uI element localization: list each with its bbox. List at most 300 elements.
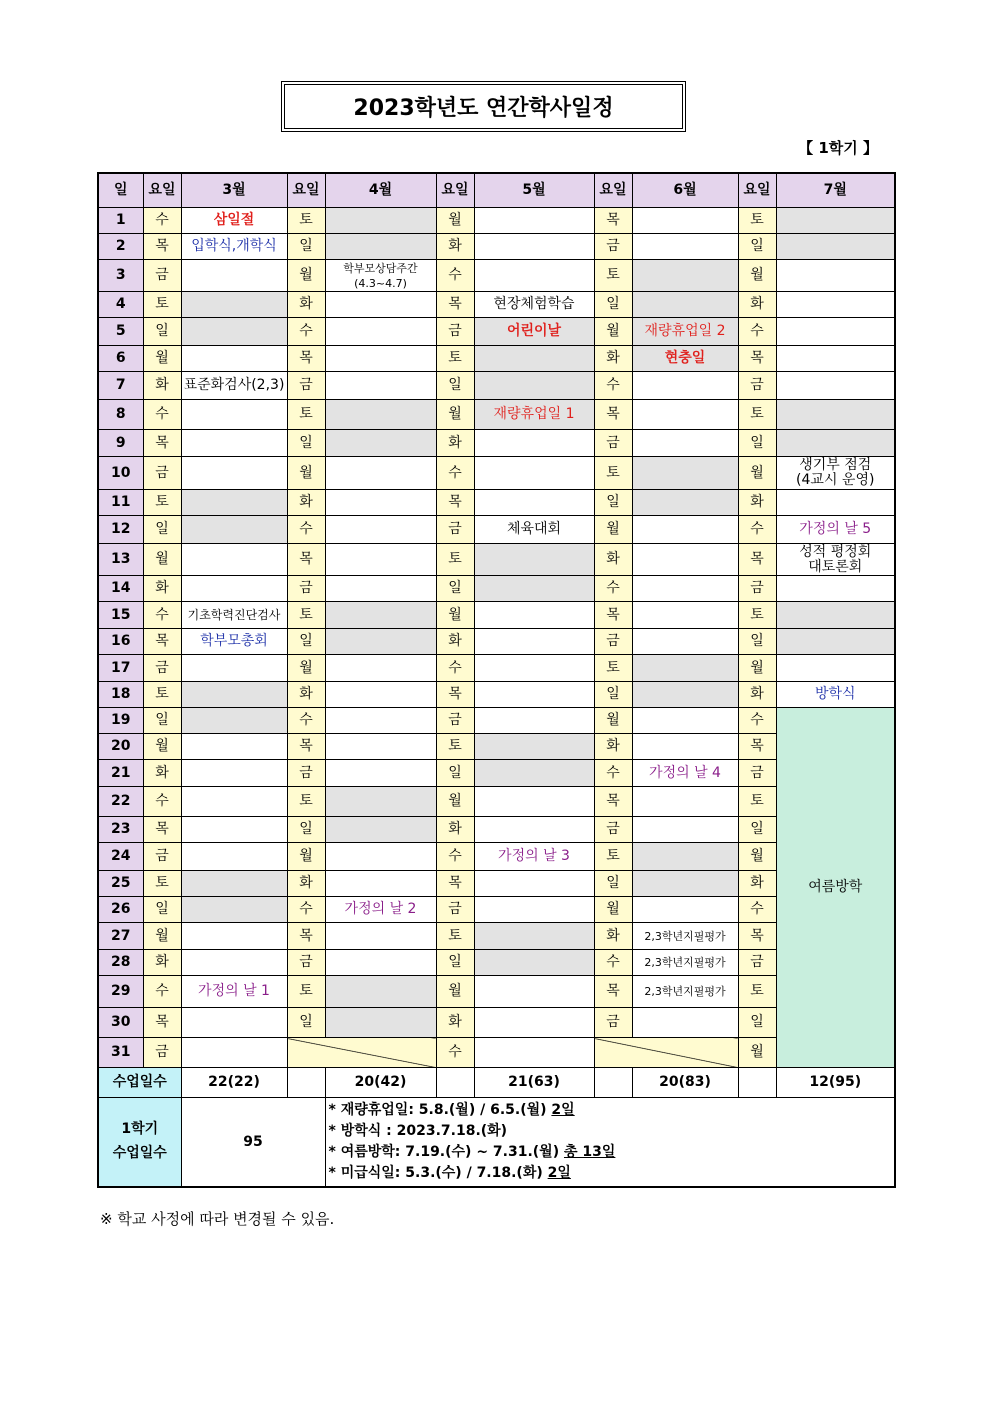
event-cell-4-14 — [325, 576, 436, 602]
calendar-row — [98, 708, 895, 734]
header-month-6: 6월 — [632, 173, 738, 208]
event-cell-5-4 — [474, 292, 594, 318]
event-cell-4-28 — [325, 950, 436, 976]
note-line: * 미급식일: 5.3.(수) / 7.18.(화) 2일 — [328, 1165, 571, 1181]
calendar-row — [98, 843, 895, 871]
event-cell-6-8 — [632, 400, 738, 430]
event-cell-3-18 — [181, 682, 287, 708]
weekday-cell: 수 — [436, 457, 474, 490]
weekday-cell: 금 — [287, 760, 325, 787]
event-text: 삼일절 — [213, 212, 255, 229]
event-cell-6-7 — [632, 372, 738, 400]
weekday-cell: 토 — [287, 602, 325, 629]
summary-value-3: 22(22) — [181, 1068, 287, 1098]
weekday-cell: 토 — [287, 787, 325, 817]
weekday-cell: 금 — [143, 655, 181, 682]
weekday-cell: 목 — [594, 976, 632, 1008]
summary-spacer — [287, 1068, 325, 1098]
event-cell-5-7 — [474, 372, 594, 400]
event-cell-6-24 — [632, 843, 738, 871]
event-cell-4-7 — [325, 372, 436, 400]
day-number: 5 — [98, 318, 143, 346]
day-number: 12 — [98, 516, 143, 544]
weekday-cell: 일 — [594, 871, 632, 897]
day-number: 10 — [98, 457, 143, 490]
event-cell-4-16 — [325, 629, 436, 655]
summary-value-4: 20(42) — [325, 1068, 436, 1098]
header-weekday: 요일 — [594, 173, 632, 208]
weekday-cell: 일 — [143, 897, 181, 923]
event-text: 체육대회 — [506, 521, 562, 538]
weekday-cell: 금 — [594, 430, 632, 457]
weekday-cell: 토 — [436, 544, 474, 576]
weekday-cell: 화 — [594, 346, 632, 372]
event-cell-3-21 — [181, 760, 287, 787]
day-number: 25 — [98, 871, 143, 897]
weekday-cell: 토 — [436, 923, 474, 950]
event-text: 가정의 날 5 — [799, 521, 872, 538]
event-text: 기초학력진단검사 — [187, 607, 281, 622]
event-cell-6-23 — [632, 817, 738, 843]
weekday-cell: 수 — [436, 655, 474, 682]
empty-date-cell — [594, 1038, 738, 1068]
weekday-cell: 화 — [594, 923, 632, 950]
weekday-cell: 수 — [738, 897, 776, 923]
calendar-row — [98, 457, 895, 490]
event-cell-6-21 — [632, 760, 738, 787]
event-cell-6-19 — [632, 708, 738, 734]
event-cell-4-10 — [325, 457, 436, 490]
event-cell-6-28 — [632, 950, 738, 976]
event-cell-6-3 — [632, 260, 738, 292]
header-weekday: 요일 — [436, 173, 474, 208]
header-weekday: 요일 — [738, 173, 776, 208]
event-cell-3-11 — [181, 490, 287, 516]
event-cell-3-4 — [181, 292, 287, 318]
event-cell-4-20 — [325, 734, 436, 760]
summary-row — [98, 1068, 895, 1098]
event-cell-5-10 — [474, 457, 594, 490]
event-text: 가정의 날 4 — [649, 764, 721, 781]
calendar-row — [98, 1008, 895, 1038]
event-cell-4-30 — [325, 1008, 436, 1038]
event-cell-3-9 — [181, 430, 287, 457]
calendar-row — [98, 950, 895, 976]
weekday-cell: 수 — [287, 897, 325, 923]
event-cell-4-23 — [325, 817, 436, 843]
event-cell-3-8 — [181, 400, 287, 430]
event-cell-3-19 — [181, 708, 287, 734]
semester-total-row — [98, 1098, 895, 1188]
weekday-cell: 화 — [143, 760, 181, 787]
semester-total-label-line1: 1학기 — [121, 1121, 159, 1138]
weekday-cell: 금 — [594, 817, 632, 843]
calendar-row — [98, 787, 895, 817]
note-emphasis: 총 13일 — [563, 1144, 616, 1160]
weekday-cell: 월 — [738, 655, 776, 682]
day-number: 17 — [98, 655, 143, 682]
weekday-cell: 토 — [143, 490, 181, 516]
weekday-cell: 토 — [738, 976, 776, 1008]
weekday-cell: 금 — [594, 234, 632, 260]
weekday-cell: 금 — [287, 950, 325, 976]
event-cell-6-16 — [632, 629, 738, 655]
weekday-cell: 목 — [738, 923, 776, 950]
weekday-cell: 일 — [287, 234, 325, 260]
weekday-cell: 일 — [287, 430, 325, 457]
weekday-cell: 토 — [738, 602, 776, 629]
weekday-cell: 금 — [436, 708, 474, 734]
weekday-cell: 금 — [594, 1008, 632, 1038]
event-cell-5-17 — [474, 655, 594, 682]
event-cell-4-11 — [325, 490, 436, 516]
event-cell-3-13 — [181, 544, 287, 576]
day-number: 30 — [98, 1008, 143, 1038]
day-number: 16 — [98, 629, 143, 655]
event-cell-7-5 — [776, 318, 895, 346]
event-cell-4-19 — [325, 708, 436, 734]
event-cell-5-20 — [474, 734, 594, 760]
weekday-cell: 월 — [738, 457, 776, 490]
note-emphasis: 2일 — [547, 1165, 571, 1181]
weekday-cell: 목 — [143, 234, 181, 260]
day-number: 24 — [98, 843, 143, 871]
weekday-cell: 수 — [594, 576, 632, 602]
event-cell-5-28 — [474, 950, 594, 976]
event-cell-3-29 — [181, 976, 287, 1008]
event-cell-6-29 — [632, 976, 738, 1008]
day-number: 21 — [98, 760, 143, 787]
calendar-row — [98, 817, 895, 843]
weekday-cell: 화 — [436, 629, 474, 655]
weekday-cell: 목 — [436, 871, 474, 897]
event-cell-4-27 — [325, 923, 436, 950]
event-cell-4-1 — [325, 208, 436, 234]
event-cell-5-21 — [474, 760, 594, 787]
event-cell-7-9 — [776, 430, 895, 457]
calendar-row — [98, 923, 895, 950]
weekday-cell: 월 — [436, 602, 474, 629]
semester-total-label — [98, 1098, 181, 1188]
weekday-cell: 수 — [594, 950, 632, 976]
event-cell-5-12 — [474, 516, 594, 544]
weekday-cell: 월 — [287, 260, 325, 292]
event-cell-5-18 — [474, 682, 594, 708]
note-line: * 재량휴업일: 5.8.(월) / 6.5.(월) 2일 — [328, 1102, 575, 1118]
event-cell-5-3 — [474, 260, 594, 292]
day-number: 6 — [98, 346, 143, 372]
event-cell-4-13 — [325, 544, 436, 576]
weekday-cell: 일 — [594, 490, 632, 516]
calendar-row — [98, 292, 895, 318]
event-cell-3-20 — [181, 734, 287, 760]
calendar-row — [98, 734, 895, 760]
weekday-cell: 화 — [594, 544, 632, 576]
event-cell-3-15 — [181, 602, 287, 629]
weekday-cell: 화 — [436, 1008, 474, 1038]
event-text: 입학식,개학식 — [191, 238, 277, 255]
weekday-cell: 목 — [738, 734, 776, 760]
event-cell-4-17 — [325, 655, 436, 682]
weekday-cell: 토 — [738, 400, 776, 430]
day-number: 8 — [98, 400, 143, 430]
weekday-cell: 토 — [287, 976, 325, 1008]
weekday-cell: 토 — [738, 208, 776, 234]
event-cell-4-22 — [325, 787, 436, 817]
weekday-cell: 목 — [287, 734, 325, 760]
summary-spacer — [594, 1068, 632, 1098]
weekday-cell: 목 — [594, 400, 632, 430]
weekday-cell: 월 — [143, 346, 181, 372]
weekday-cell: 토 — [436, 734, 474, 760]
event-cell-4-4 — [325, 292, 436, 318]
weekday-cell: 수 — [143, 400, 181, 430]
event-cell-4-12 — [325, 516, 436, 544]
event-text: 현장체험학습 — [493, 296, 575, 313]
calendar-table — [97, 172, 896, 1188]
event-cell-7-11 — [776, 490, 895, 516]
event-cell-6-12 — [632, 516, 738, 544]
weekday-cell: 일 — [287, 629, 325, 655]
event-text: 현충일 — [664, 350, 706, 367]
weekday-cell: 화 — [287, 682, 325, 708]
event-text: 학부모상담주간 (4.3~4.7) — [343, 261, 418, 290]
event-text: 재량휴업일 1 — [493, 406, 575, 423]
event-text: 가정의 날 3 — [498, 848, 570, 865]
empty-date-cell — [287, 1038, 436, 1068]
weekday-cell: 금 — [738, 576, 776, 602]
event-cell-6-6 — [632, 346, 738, 372]
event-cell-6-14 — [632, 576, 738, 602]
summary-spacer — [436, 1068, 474, 1098]
weekday-cell: 화 — [143, 950, 181, 976]
weekday-cell: 목 — [143, 817, 181, 843]
header-month-5: 5월 — [474, 173, 594, 208]
calendar-row — [98, 655, 895, 682]
event-cell-6-5 — [632, 318, 738, 346]
event-cell-6-9 — [632, 430, 738, 457]
calendar-row — [98, 208, 895, 234]
event-cell-4-8 — [325, 400, 436, 430]
day-number: 18 — [98, 682, 143, 708]
event-cell-4-18 — [325, 682, 436, 708]
event-cell-3-10 — [181, 457, 287, 490]
header-month-4: 4월 — [325, 173, 436, 208]
event-cell-4-21 — [325, 760, 436, 787]
day-number: 3 — [98, 260, 143, 292]
event-cell-6-30 — [632, 1008, 738, 1038]
event-cell-5-14 — [474, 576, 594, 602]
event-cell-6-26 — [632, 897, 738, 923]
note-line: * 방학식 : 2023.7.18.(화) — [328, 1123, 508, 1139]
event-cell-4-15 — [325, 602, 436, 629]
calendar-row — [98, 629, 895, 655]
event-cell-5-30 — [474, 1008, 594, 1038]
event-cell-6-25 — [632, 871, 738, 897]
semester-total-value: 95 — [181, 1098, 325, 1188]
weekday-cell: 금 — [287, 372, 325, 400]
weekday-cell: 목 — [143, 1008, 181, 1038]
weekday-cell: 화 — [143, 372, 181, 400]
event-cell-5-1 — [474, 208, 594, 234]
weekday-cell: 금 — [287, 576, 325, 602]
weekday-cell: 수 — [287, 318, 325, 346]
weekday-cell: 화 — [436, 817, 474, 843]
header-weekday: 요일 — [143, 173, 181, 208]
note-emphasis: 2일 — [551, 1102, 575, 1118]
event-cell-5-25 — [474, 871, 594, 897]
weekday-cell: 월 — [436, 787, 474, 817]
day-number: 22 — [98, 787, 143, 817]
event-cell-3-12 — [181, 516, 287, 544]
calendar-row — [98, 318, 895, 346]
event-cell-7-2 — [776, 234, 895, 260]
calendar-row — [98, 490, 895, 516]
event-cell-5-22 — [474, 787, 594, 817]
event-text: 성적 평정회 대토론회 — [799, 543, 872, 575]
weekday-cell: 금 — [738, 760, 776, 787]
event-cell-3-17 — [181, 655, 287, 682]
weekday-cell: 목 — [287, 544, 325, 576]
day-number: 2 — [98, 234, 143, 260]
event-cell-3-22 — [181, 787, 287, 817]
event-cell-7-4 — [776, 292, 895, 318]
weekday-cell: 수 — [738, 516, 776, 544]
event-cell-7-18 — [776, 682, 895, 708]
event-text: 재량휴업일 2 — [644, 323, 726, 340]
day-number: 27 — [98, 923, 143, 950]
calendar-row — [98, 544, 895, 576]
event-text: 2,3학년지필평가 — [644, 985, 726, 999]
day-number: 9 — [98, 430, 143, 457]
weekday-cell: 화 — [436, 234, 474, 260]
weekday-cell: 금 — [738, 372, 776, 400]
weekday-cell: 일 — [436, 760, 474, 787]
weekday-cell: 월 — [594, 516, 632, 544]
day-number: 15 — [98, 602, 143, 629]
event-cell-3-26 — [181, 897, 287, 923]
day-number: 20 — [98, 734, 143, 760]
event-cell-3-16 — [181, 629, 287, 655]
day-number: 19 — [98, 708, 143, 734]
summary-value-7: 12(95) — [776, 1068, 895, 1098]
weekday-cell: 금 — [738, 950, 776, 976]
day-number: 14 — [98, 576, 143, 602]
notes-cell — [325, 1098, 895, 1188]
weekday-cell: 월 — [143, 923, 181, 950]
weekday-cell: 수 — [738, 708, 776, 734]
weekday-cell: 수 — [594, 760, 632, 787]
weekday-cell: 일 — [436, 576, 474, 602]
calendar-body — [98, 208, 895, 1068]
calendar-row — [98, 400, 895, 430]
calendar-row — [98, 346, 895, 372]
event-cell-3-1 — [181, 208, 287, 234]
weekday-cell: 토 — [287, 400, 325, 430]
calendar-row — [98, 602, 895, 629]
header-day: 일 — [98, 173, 143, 208]
weekday-cell: 일 — [738, 817, 776, 843]
weekday-cell: 월 — [436, 976, 474, 1008]
weekday-cell: 일 — [287, 817, 325, 843]
event-cell-6-11 — [632, 490, 738, 516]
weekday-cell: 수 — [143, 787, 181, 817]
event-cell-6-15 — [632, 602, 738, 629]
weekday-cell: 화 — [738, 292, 776, 318]
weekday-cell: 월 — [436, 400, 474, 430]
event-cell-4-3 — [325, 260, 436, 292]
event-cell-3-23 — [181, 817, 287, 843]
event-text: 학부모총회 — [200, 633, 268, 650]
weekday-cell: 월 — [738, 260, 776, 292]
day-number: 28 — [98, 950, 143, 976]
weekday-cell: 월 — [143, 734, 181, 760]
day-number: 26 — [98, 897, 143, 923]
weekday-cell: 일 — [143, 708, 181, 734]
event-cell-3-14 — [181, 576, 287, 602]
event-cell-5-9 — [474, 430, 594, 457]
semester-label: 【 1학기 】 — [798, 139, 878, 157]
calendar-row — [98, 871, 895, 897]
event-cell-6-22 — [632, 787, 738, 817]
weekday-cell: 목 — [594, 602, 632, 629]
day-number: 11 — [98, 490, 143, 516]
weekday-cell: 화 — [287, 871, 325, 897]
weekday-cell: 토 — [436, 346, 474, 372]
event-cell-3-31 — [181, 1038, 287, 1068]
event-cell-7-3 — [776, 260, 895, 292]
weekday-cell: 금 — [436, 897, 474, 923]
semester-total-label-line2: 수업일수 — [112, 1145, 167, 1161]
weekday-cell: 수 — [738, 318, 776, 346]
weekday-cell: 일 — [738, 430, 776, 457]
weekday-cell: 일 — [738, 1008, 776, 1038]
weekday-cell: 일 — [287, 1008, 325, 1038]
calendar-row — [98, 234, 895, 260]
weekday-cell: 금 — [143, 843, 181, 871]
event-cell-7-1 — [776, 208, 895, 234]
event-cell-5-15 — [474, 602, 594, 629]
event-cell-5-8 — [474, 400, 594, 430]
event-cell-6-4 — [632, 292, 738, 318]
event-cell-5-27 — [474, 923, 594, 950]
weekday-cell: 일 — [594, 292, 632, 318]
day-number: 29 — [98, 976, 143, 1008]
event-cell-7-8 — [776, 400, 895, 430]
event-cell-6-1 — [632, 208, 738, 234]
weekday-cell: 수 — [436, 843, 474, 871]
event-cell-6-2 — [632, 234, 738, 260]
event-text: 가정의 날 2 — [344, 901, 417, 918]
weekday-cell: 금 — [143, 260, 181, 292]
calendar-row — [98, 897, 895, 923]
weekday-cell: 토 — [594, 655, 632, 682]
weekday-cell: 월 — [594, 897, 632, 923]
weekday-cell: 수 — [143, 208, 181, 234]
calendar-row — [98, 682, 895, 708]
calendar-row — [98, 430, 895, 457]
weekday-cell: 목 — [594, 208, 632, 234]
weekday-cell: 토 — [143, 682, 181, 708]
weekday-cell: 일 — [436, 372, 474, 400]
weekday-cell: 일 — [143, 516, 181, 544]
header-month-3: 3월 — [181, 173, 287, 208]
event-cell-7-12 — [776, 516, 895, 544]
summer-vacation-cell: 여름방학 — [776, 708, 895, 1068]
event-cell-3-27 — [181, 923, 287, 950]
weekday-cell: 화 — [436, 430, 474, 457]
day-number: 4 — [98, 292, 143, 318]
